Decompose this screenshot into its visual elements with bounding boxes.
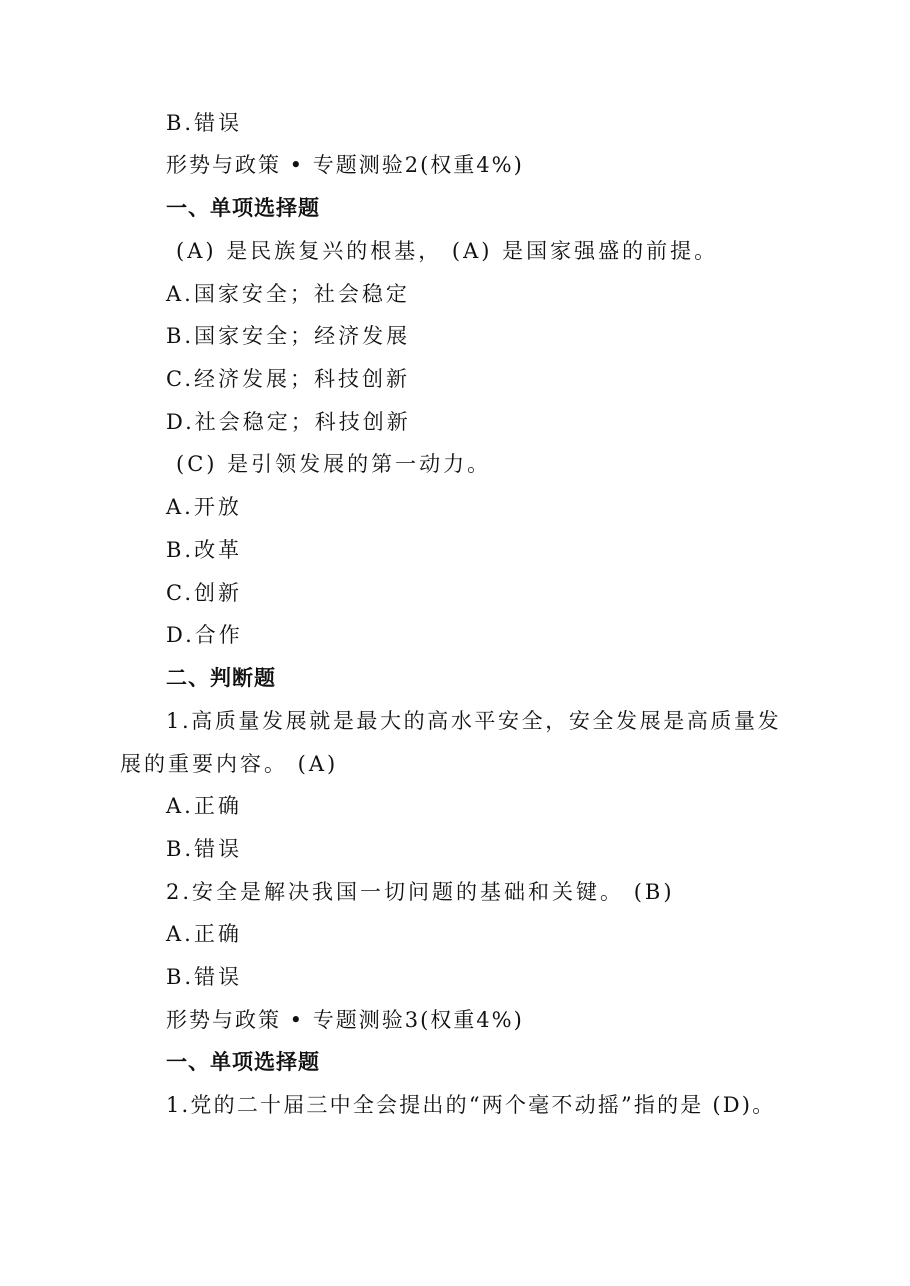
section-heading-judgment: 二、判断题 [166,666,276,690]
option-a: A.正确 [166,922,242,946]
question-text-continued: 展的重要内容。 (A) [120,752,339,776]
option-c: C.创新 [166,581,242,605]
section-heading-single-choice: 一、单项选择题 [166,196,320,220]
option-b: B.国家安全；经济发展 [166,324,411,348]
question-text: 1.高质量发展就是最大的高水平安全，安全发展是高质量发 [166,709,782,733]
section-heading-single-choice: 一、单项选择题 [166,1050,320,1074]
option-d: D.合作 [166,623,243,647]
option-b-wrong: B.错误 [166,111,243,135]
option-a: A.正确 [166,794,242,818]
option-b: B.错误 [166,965,243,989]
option-d: D.社会稳定；科技创新 [166,410,411,434]
question-text: (C) 是引领发展的第一动力。 [176,452,492,476]
option-a: A.国家安全；社会稳定 [166,282,410,306]
question-text: 1.党的二十届三中全会提出的“两个毫不动摇”指的是 (D)。 [166,1093,776,1117]
option-b: B.改革 [166,538,243,562]
question-text: 2.安全是解决我国一切问题的基础和关键。 (B) [166,880,675,904]
option-a: A.开放 [166,495,242,519]
quiz-section-title: 形势与政策 • 专题测验2(权重4%) [166,153,524,177]
question-text: (A) 是民族复兴的根基， (A) 是国家强盛的前提。 [176,239,719,263]
option-c: C.经济发展；科技创新 [166,367,410,391]
option-b: B.错误 [166,837,243,861]
quiz-section-title: 形势与政策 • 专题测验3(权重4%) [166,1008,524,1032]
